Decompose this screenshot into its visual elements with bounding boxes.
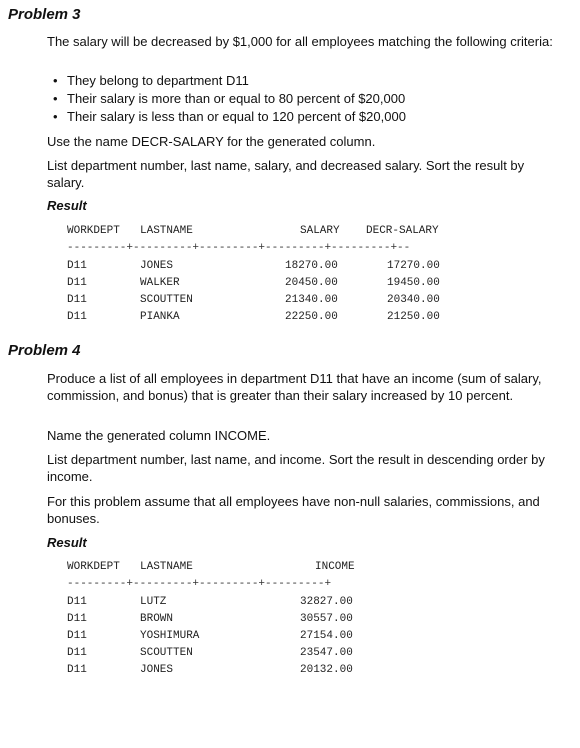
table-separator: ---------+---------+---------+---------+ (67, 578, 332, 590)
cell-income: 30557.00 (300, 613, 353, 625)
table-row (67, 275, 467, 292)
problem-3-intro: The salary will be decreased by $1,000 for all employees matching the following criteria: (47, 34, 553, 49)
cell-lastname: BROWN (140, 613, 174, 625)
table-row (67, 309, 467, 326)
cell-workdept: D11 (67, 596, 87, 608)
cell-lastname: PIANKA (140, 311, 180, 323)
problem-4-result-table (67, 559, 467, 684)
cell-decr-salary: 17270.00 (387, 260, 440, 272)
problem-3-result-table (67, 223, 467, 328)
column-header-salary: SALARY (300, 225, 340, 237)
cell-income: 23547.00 (300, 647, 353, 659)
table-separator: ---------+---------+---------+---------+---------+-- (67, 242, 411, 254)
table-row (67, 594, 467, 611)
problem-4-intro: Produce a list of all employees in department D11 that have an income (sum of salary, commission, and bonus) that is greater than their salary increased by 10 percent. (47, 371, 542, 403)
cell-salary: 18270.00 (285, 260, 338, 272)
column-header-lastname: LASTNAME (140, 561, 193, 573)
table-row (67, 662, 467, 679)
cell-decr-salary: 20340.00 (387, 294, 440, 306)
problem-3-title: Problem 3 (8, 6, 81, 23)
problem-3-result-label: Result (47, 198, 87, 213)
cell-workdept: D11 (67, 311, 87, 323)
cell-salary: 21340.00 (285, 294, 338, 306)
table-row (67, 292, 467, 309)
cell-workdept: D11 (67, 647, 87, 659)
problem-3-column-name-note: Use the name DECR-SALARY for the generated column. (47, 134, 376, 149)
cell-lastname: JONES (140, 664, 174, 676)
cell-workdept: D11 (67, 664, 87, 676)
cell-workdept: D11 (67, 294, 87, 306)
problem-3-list-instructions: List department number, last name, salary, and decreased salary. Sort the result by salary. (47, 158, 525, 190)
problem-4-assumption-note: For this problem assume that all employees have non-null salaries, commissions, and bonuses. (47, 494, 540, 526)
cell-salary: 22250.00 (285, 311, 338, 323)
table-row (67, 645, 467, 662)
cell-salary: 20450.00 (285, 277, 338, 289)
column-header-lastname: LASTNAME (140, 225, 193, 237)
problem-4-list-instructions: List department number, last name, and income. Sort the result in descending order by income. (47, 452, 545, 484)
cell-workdept: D11 (67, 613, 87, 625)
column-header-workdept: WORKDEPT (67, 561, 120, 573)
problem-4-column-name-note: Name the generated column INCOME. (47, 428, 271, 443)
problem-3-criteria-list (47, 72, 562, 126)
cell-decr-salary: 19450.00 (387, 277, 440, 289)
cell-lastname: SCOUTTEN (140, 647, 193, 659)
cell-workdept: D11 (67, 260, 87, 272)
cell-lastname: SCOUTTEN (140, 294, 193, 306)
criteria-item: • They belong to department D11 (47, 72, 562, 90)
cell-lastname: WALKER (140, 277, 180, 289)
column-header-decr-salary: DECR-SALARY (366, 225, 439, 237)
cell-workdept: D11 (67, 630, 87, 642)
cell-lastname: JONES (140, 260, 174, 272)
problem-4-result-label: Result (47, 535, 87, 550)
column-header-workdept: WORKDEPT (67, 225, 120, 237)
table-row (67, 628, 467, 645)
cell-lastname: LUTZ (140, 596, 167, 608)
table-row (67, 611, 467, 628)
cell-workdept: D11 (67, 277, 87, 289)
cell-income: 20132.00 (300, 664, 353, 676)
cell-decr-salary: 21250.00 (387, 311, 440, 323)
cell-income: 27154.00 (300, 630, 353, 642)
problem-4-title: Problem 4 (8, 342, 81, 359)
criteria-item: • Their salary is less than or equal to 120 percent of $20,000 (47, 108, 562, 126)
cell-income: 32827.00 (300, 596, 353, 608)
table-row (67, 258, 467, 275)
criteria-item: • Their salary is more than or equal to 80 percent of $20,000 (47, 90, 562, 108)
column-header-income: INCOME (315, 561, 355, 573)
cell-lastname: YOSHIMURA (140, 630, 200, 642)
